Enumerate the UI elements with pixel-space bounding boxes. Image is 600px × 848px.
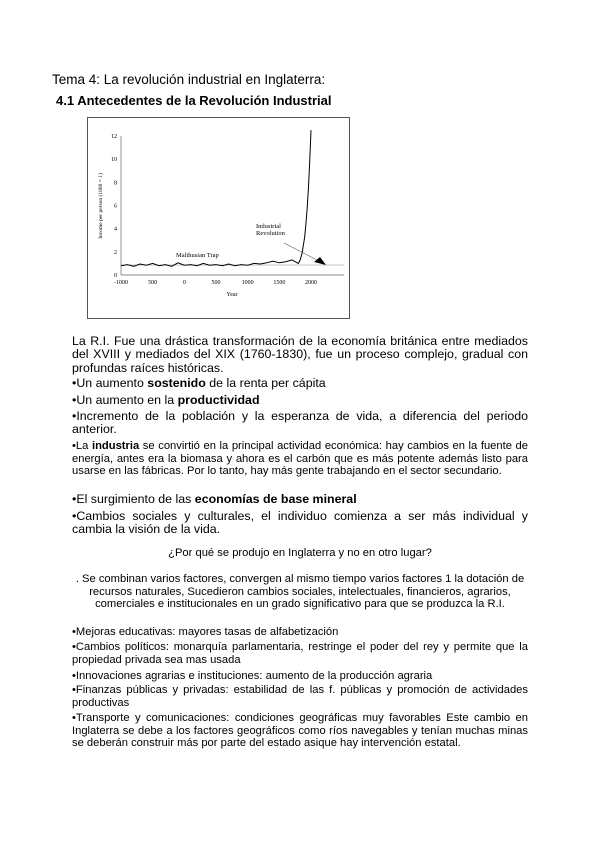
x-tick-1: 500 (148, 280, 158, 286)
bullet-poblacion: •Incremento de la población y la esperanza de vida, a diferencia del periodo anterior. (72, 409, 528, 437)
industrial-revolution-label-wrap (256, 223, 302, 245)
y-tick-4: 8 (114, 180, 117, 187)
bullet-economias-text: •El surgimiento de las (72, 492, 195, 506)
bullet-productividad-text: •Un aumento en la (72, 393, 178, 407)
document-title: Tema 4: La revolución industrial en Inglaterra: (52, 72, 326, 87)
y-axis-label: Income per person (1800 = 1) (98, 173, 104, 239)
intro-paragraph: La R.I. Fue una drástica transformación de la economía británica entre mediados del XVIII y mediados del XIX (1760-1830), fue un proceso complejo, gradual con profundas raíces históricas. (72, 334, 528, 375)
bullet-renta (72, 377, 528, 390)
x-tick-3: 500 (211, 280, 221, 286)
bullet-economias-bold: economías de base mineral (194, 492, 357, 506)
income-series-line (121, 130, 311, 266)
bullet-economias (72, 493, 528, 506)
x-axis-label: Year (226, 292, 238, 298)
y-tick-6: 12 (111, 134, 117, 140)
section-heading: 4.1 Antecedentes de la Revolución Industrial (56, 93, 332, 108)
x-tick-5: 1500 (273, 280, 286, 286)
factor-transporte: •Transporte y comunicaciones: condiciones geográficas muy favorables Este cambio en Inglaterra se debe a los factores geográficos como ríos navegables y tenían muchas minas se deberán construir más por parte del estado asique hay intervención estatal. (72, 712, 528, 750)
y-tick-5: 10 (111, 157, 117, 164)
y-tick-2: 4 (114, 226, 117, 233)
centered-paragraph: . Se combinan varios factores, convergen al mismo tiempo varios factores 1 la dotación de recursos naturales, Sucedieron cambios sociales, intelectuales, financieros, agrarios, comerciales e institucionales en un grado significativo para que se produzca la R.I. (75, 573, 525, 611)
y-tick-3: 6 (114, 203, 117, 210)
chart-svg (88, 118, 349, 318)
question-heading: ¿Por qué se produjo en Inglaterra y no en otro lugar? (168, 547, 432, 559)
malthusian-trap-label: Malthusian Trap (176, 252, 219, 259)
factor-educacion: •Mejoras educativas: mayores tasas de alfabetización (72, 626, 339, 638)
bullet-renta-text: •Un aumento (72, 376, 148, 390)
industrial-revolution-label: Industrial Revolution (256, 223, 285, 237)
factor-finanzas: •Finanzas públicas y privadas: estabilidad de las f. públicas y promoción de actividades productivas (72, 684, 528, 709)
bullet-renta-bold: sostenido (147, 376, 206, 390)
bullet-industria (72, 440, 528, 478)
y-tick-0: 0 (114, 273, 117, 279)
income-chart (87, 117, 350, 319)
x-tick-2: 0 (182, 280, 186, 286)
factor-agraria: •Innovaciones agrarias e instituciones: aumento de la producción agraria (72, 670, 433, 682)
industrial-marker (314, 257, 326, 265)
x-tick-labels (114, 280, 317, 286)
bullet-cambios-sociales: •Cambios sociales y culturales, el individuo comienza a ser más individual y cambia la visión de la vida. (72, 509, 528, 537)
bullet-industria-bold: industria (91, 440, 140, 452)
bullet-industria-tail: se convirtió en la principal actividad económica: hay cambios en la fuente de energía, antes era la biomasa y ahora es el carbón que es más potente además listo para usarse en las fábricas. Por lo tanto, hay más gente trabajando en el sector secundario. (72, 440, 528, 478)
x-tick-0: -1000 (114, 280, 128, 286)
bullet-productividad-bold: productividad (177, 393, 260, 407)
bullet-productividad (72, 394, 528, 407)
bullet-industria-text: •La (72, 440, 92, 452)
y-tick-1: 2 (114, 249, 117, 256)
bullet-renta-tail: de la renta per cápita (205, 376, 326, 390)
factor-politica: •Cambios políticos: monarquía parlamentaria, restringe el poder del rey y permite que la propiedad privada sea mas usada (72, 641, 528, 666)
y-tick-labels (111, 134, 117, 279)
x-tick-6: 2000 (305, 280, 317, 286)
x-tick-4: 1000 (241, 280, 254, 286)
